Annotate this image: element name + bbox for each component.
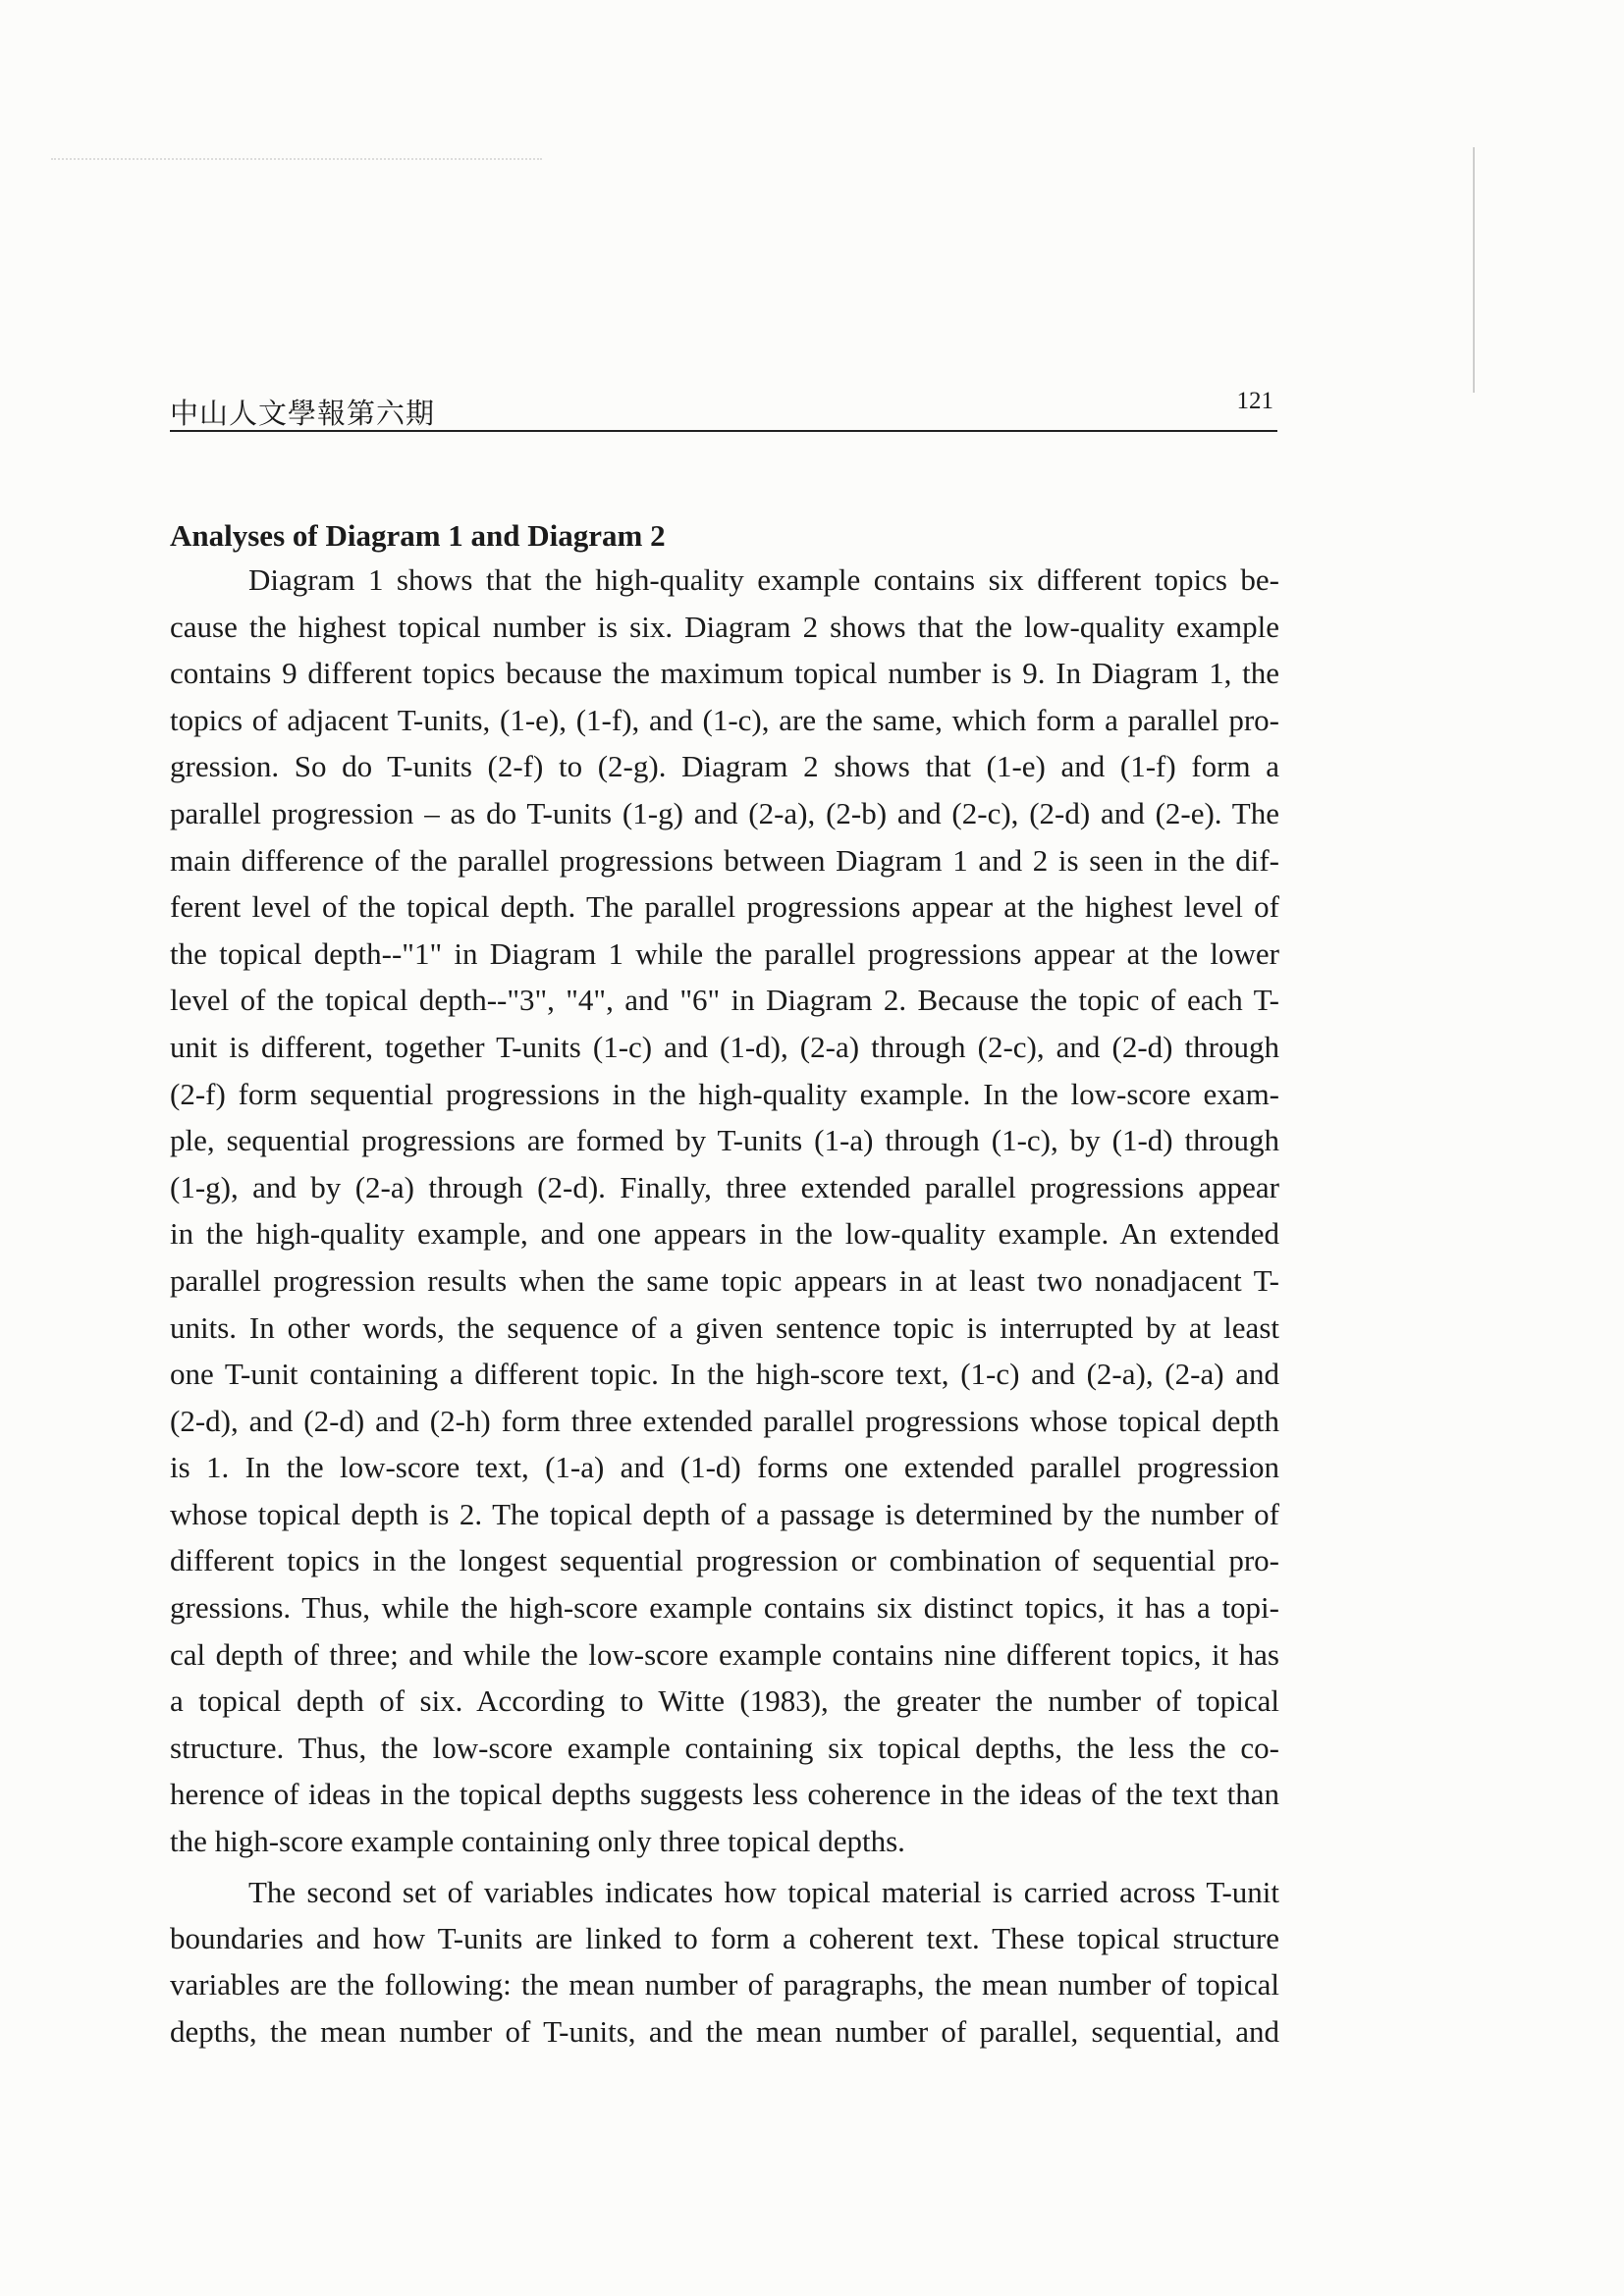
text-line: (2-f) form sequential progressions in the high-quality example. In the low-score exam-: [170, 1076, 1279, 1111]
text-line: herence of ideas in the topical depths suggests less coherence in the ideas of the text than: [170, 1777, 1279, 1812]
page-number: 121: [1236, 388, 1273, 414]
text-line: ple, sequential progressions are formed by T-units (1-a) through (1-c), by (1-d) through: [170, 1123, 1279, 1158]
text-line: parallel progression results when the same topic appears in at least two nonadjacent T-: [170, 1262, 1279, 1298]
text-line: whose topical depth is 2. The topical depth of a passage is determined by the number of: [170, 1496, 1279, 1531]
text-line: Diagram 1 shows that the high-quality example contains six different topics be-: [248, 562, 1279, 597]
text-line: parallel progression – as do T-units (1-g) and (2-a), (2-b) and (2-c), (2-d) and (2-e). The: [170, 795, 1279, 830]
text-line: main difference of the parallel progressions between Diagram 1 and 2 is seen in the dif-: [170, 842, 1279, 878]
text-line: cause the highest topical number is six. Diagram 2 shows that the low-quality example: [170, 609, 1279, 644]
text-line: the high-score example containing only three topical depths.: [170, 1824, 905, 1859]
text-line: is 1. In the low-score text, (1-a) and (1-d) forms one extended parallel progression: [170, 1450, 1279, 1485]
scan-artifact-dots: [51, 158, 542, 160]
paragraph: [170, 557, 1279, 1865]
text-line: contains 9 different topics because the maximum topical number is 9. In Diagram 1, the: [170, 656, 1279, 691]
text-line: a topical depth of six. According to Witte (1983), the greater the number of topical: [170, 1683, 1279, 1719]
header-rule: [170, 430, 1277, 432]
text-line: depths, the mean number of T-units, and the mean number of parallel, sequential, and: [170, 2013, 1279, 2049]
text-line: in the high-quality example, and one appears in the low-quality example. An extended: [170, 1216, 1279, 1252]
journal-title: 中山人文學報第六期: [170, 397, 436, 430]
text-line: units. In other words, the sequence of a given sentence topic is interrupted by at least: [170, 1309, 1279, 1345]
text-line: different topics in the longest sequential progression or combination of sequential pro-: [170, 1543, 1279, 1578]
text-line: gression. So do T-units (2-f) to (2-g). Diagram 2 shows that (1-e) and (1-f) form a: [170, 749, 1279, 784]
text-line: variables are the following: the mean number of paragraphs, the mean number of topical: [170, 1967, 1279, 2002]
text-line: one T-unit containing a different topic. In the high-score text, (1-c) and (2-a), (2-a) and: [170, 1357, 1279, 1392]
text-line: cal depth of three; and while the low-score example contains nine different topics, it has: [170, 1636, 1279, 1672]
text-line: level of the topical depth--"3", "4", and "6" in Diagram 2. Because the topic of each T-: [170, 983, 1279, 1018]
text-line: (2-d), and (2-d) and (2-h) form three extended parallel progressions whose topical depth: [170, 1403, 1279, 1438]
section-heading: Analyses of Diagram 1 and Diagram 2: [170, 518, 666, 553]
text-line: ferent level of the topical depth. The parallel progressions appear at the highest level of: [170, 889, 1279, 925]
paragraph: [170, 1869, 1279, 2055]
text-line: (1-g), and by (2-a) through (2-d). Finally, three extended parallel progressions appear: [170, 1169, 1279, 1204]
text-line: boundaries and how T-units are linked to form a coherent text. These topical structure: [170, 1921, 1279, 1956]
text-line: structure. Thus, the low-score example containing six topical depths, the less the co-: [170, 1730, 1279, 1765]
text-line: unit is different, together T-units (1-c) and (1-d), (2-a) through (2-c), and (2-d) through: [170, 1029, 1279, 1064]
scan-artifact-line: [1473, 147, 1475, 393]
text-line: The second set of variables indicates how topical material is carried across T-unit: [248, 1875, 1279, 1909]
text-line: the topical depth--"1" in Diagram 1 while the parallel progressions appear at the lower: [170, 935, 1279, 971]
text-line: gressions. Thus, while the high-score example contains six distinct topics, it has a topi-: [170, 1590, 1279, 1626]
text-line: topics of adjacent T-units, (1-e), (1-f), and (1-c), are the same, which form a parallel pro-: [170, 702, 1279, 737]
